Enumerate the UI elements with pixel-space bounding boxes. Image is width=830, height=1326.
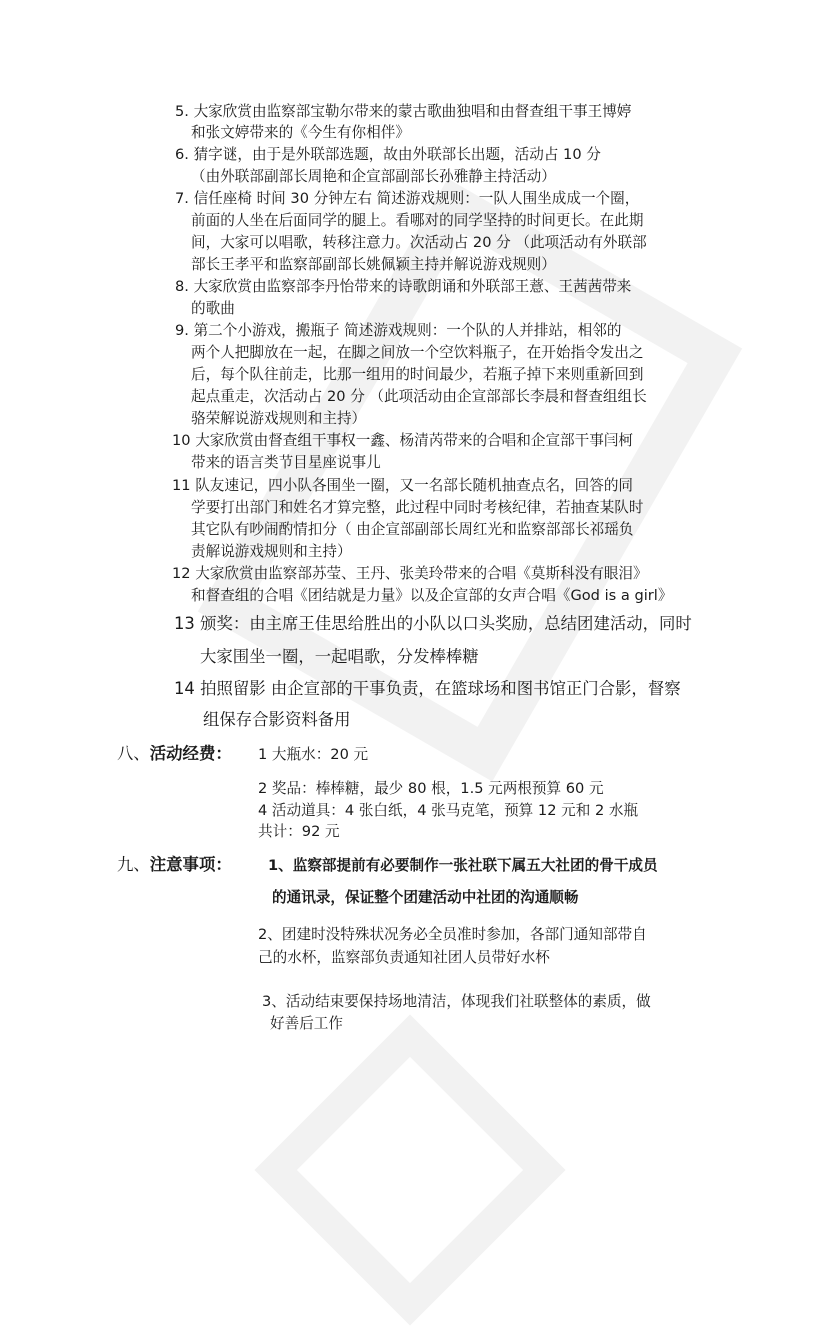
list-item: 7. 信任座椅 时间 30 分钟左右 简述游戏规则：一队人围坐成成一个圈，: [175, 190, 640, 207]
note-item: 1、监察部提前有必要制作一张社联下属五大社团的骨干成员: [268, 857, 658, 874]
budget-line: 2 奖品：棒棒糖，最少 80 根，1.5 元两根预算 60 元: [258, 780, 604, 797]
section-heading: 活动经费：: [149, 744, 232, 763]
list-item-cont: 部长王孝平和监察部副部长姚佩颖主持并解说游戏规则）: [191, 256, 556, 273]
list-item-cont: 起点重走，次活动占 20 分 （此项活动由企宣部部长李晨和督查组组长: [191, 388, 647, 405]
note-item: 2、团建时没特殊状况务必全员准时参加，各部门通知部带自: [258, 926, 647, 943]
budget-line: 4 活动道具：4 张白纸，4 张马克笔，预算 12 元和 2 水瓶: [258, 802, 639, 819]
section-number: 八、: [117, 744, 150, 763]
list-item-cont: 学要打出部门和姓名才算完整，此过程中同时考核纪律，若抽查某队时: [191, 499, 644, 516]
list-item-cont: 其它队有吵闹酌情扣分（ 由企宣部副部长周红光和监察部部长祁瑶负: [191, 521, 634, 538]
list-item: 13 颁奖：由主席王佳思给胜出的小队以口头奖励，总结团建活动，同时: [174, 614, 692, 633]
budget-line: 1 大瓶水：20 元: [258, 746, 369, 763]
watermark: [254, 1014, 565, 1325]
list-item: 6. 猜字谜，由于是外联部选题，故由外联部长出题，活动占 10 分: [175, 146, 601, 163]
note-item-cont: 己的水杯，监察部负责通知社团人员带好水杯: [258, 949, 550, 966]
note-item-cont: 好善后工作: [270, 1015, 343, 1032]
list-item-cont: 间，大家可以唱歌，转移注意力。次活动占 20 分 （此项活动有外联部: [191, 234, 647, 251]
list-item-cont: 责解说游戏规则和主持）: [191, 543, 352, 560]
list-item-cont: 大家围坐一圈，一起唱歌，分发棒棒糖: [200, 647, 479, 666]
list-item-cont: 带来的语言类节目星座说事儿: [191, 454, 381, 471]
list-item: 14 拍照留影 由企宣部的干事负责，在篮球场和图书馆正门合影，督察: [174, 679, 681, 698]
list-item-cont: 组保存合影资料备用: [203, 710, 351, 729]
list-item-cont: 的歌曲: [191, 300, 235, 317]
list-item: 12 大家欣赏由监察部苏莹、王丹、张美玲带来的合唱《莫斯科没有眼泪》: [172, 565, 648, 582]
note-item-cont: 的通讯录，保证整个团建活动中社团的沟通顺畅: [272, 889, 579, 906]
list-item: 10 大家欣赏由督查组干事权一鑫、杨清芮带来的合唱和企宣部干事闫柯: [172, 432, 634, 449]
list-item: 5. 大家欣赏由监察部宝勒尔带来的蒙古歌曲独唱和由督查组干事王博婷: [175, 103, 632, 120]
list-item-cont: 两个人把脚放在一起，在脚之间放一个空饮料瓶子，在开始指令发出之: [191, 344, 644, 361]
section-number: 九、: [117, 855, 150, 874]
list-item-cont: （由外联部副部长周艳和企宣部副部长孙雅静主持活动）: [191, 168, 556, 185]
list-item-cont: 后，每个队往前走，比那一组用的时间最少，若瓶子掉下来则重新回到: [191, 366, 644, 383]
budget-total: 共计：92 元: [258, 823, 340, 840]
list-item-cont: 骆荣解说游戏规则和主持）: [191, 410, 367, 427]
list-item-cont: 和张文婷带来的《今生有你相伴》: [191, 124, 410, 141]
list-item-cont: 和督查组的合唱《团结就是力量》以及企宣部的女声合唱《God is a girl》: [191, 587, 673, 604]
list-item: 11 队友速记，四小队各围坐一圈，又一名部长随机抽查点名，回答的同: [172, 477, 634, 494]
list-item-cont: 前面的人坐在后面同学的腿上。看哪对的同学坚持的时间更长。在此期: [191, 212, 644, 229]
note-item: 3、活动结束要保持场地清洁，体现我们社联整体的素质，做: [262, 993, 651, 1010]
section-heading: 注意事项：: [149, 855, 232, 874]
list-item: 8. 大家欣赏由监察部李丹怡带来的诗歌朗诵和外联部王薏、王茜茜带来: [175, 278, 632, 295]
list-item: 9. 第二个小游戏，搬瓶子 简述游戏规则：一个队的人并排站，相邻的: [175, 322, 622, 339]
